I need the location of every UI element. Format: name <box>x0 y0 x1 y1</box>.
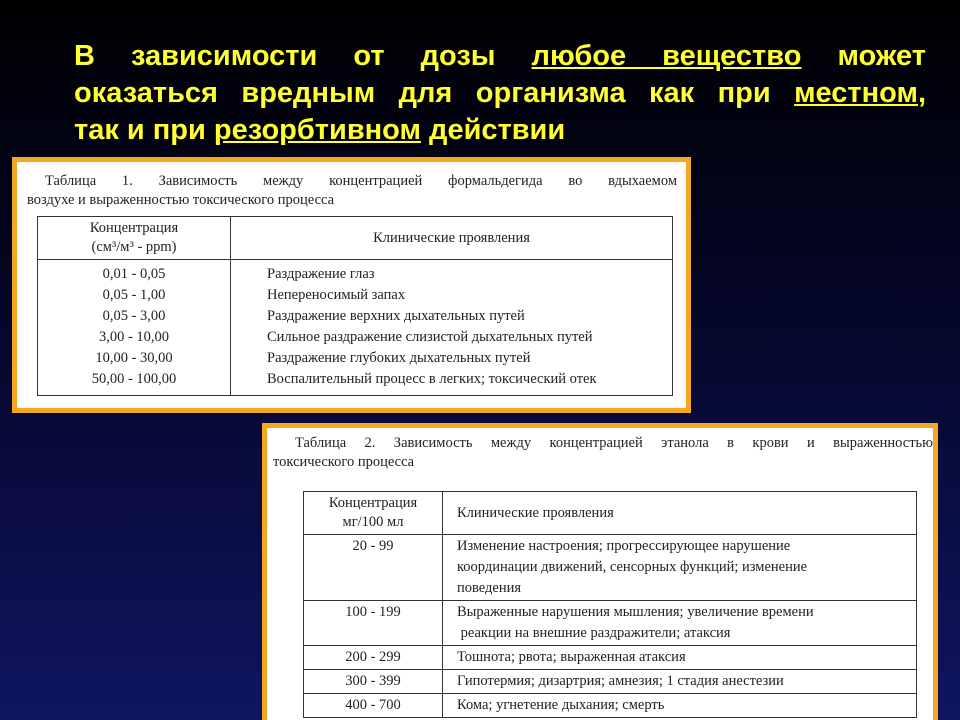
table2-manifestation <box>443 601 917 646</box>
table2-concentration: 400 - 700 <box>304 694 443 718</box>
table2-manifestation <box>443 535 917 601</box>
table2-manifestation-line: реакции на внешние раздражители; атаксия <box>457 625 731 641</box>
title-line-1: В зависимости от дозы любое вещество может <box>74 40 926 72</box>
table2-manifestation <box>443 646 917 670</box>
table2-concentration: 200 - 299 <box>304 646 443 670</box>
table2-manifestation-line: координации движений, сенсорных функций; изменение <box>457 559 808 575</box>
table2-row <box>304 670 917 694</box>
table1-body-row <box>38 260 673 396</box>
table1-clinical-cell <box>231 260 673 396</box>
table1-manifestation: Раздражение глубоких дыхательных путей <box>267 350 531 366</box>
table2-concentration: 100 - 199 <box>304 601 443 646</box>
table2-row <box>304 646 917 670</box>
table1-header-concentration: Концентрация (см³/м³ - ppm) <box>38 217 231 260</box>
underlined-term-resorptive: резорбтивном <box>213 114 421 146</box>
table1-caption: Таблица 1. Зависимость между концентрацией формальдегида во вдыхаемом воздухе и выраженностью токсического процесса <box>27 173 677 208</box>
table1-concentration-value: 0,01 - 0,05 <box>102 266 166 282</box>
underlined-term-local: местном <box>794 77 918 109</box>
title-line-2: оказаться вредным для организма как при местном, <box>74 77 927 109</box>
title-line-3: так и при резорбтивном действии <box>74 114 566 146</box>
table2-concentration: 300 - 399 <box>304 670 443 694</box>
table1-manifestation: Сильное раздражение слизистой дыхательных путей <box>267 329 593 345</box>
table1-header-clinical: Клинические проявления <box>231 217 673 260</box>
table1-header-row <box>38 217 673 260</box>
table2-manifestation-line: Кома; угнетение дыхания; смерть <box>457 697 665 713</box>
table1-manifestation: Воспалительный процесс в легких; токсический отек <box>267 371 597 387</box>
table2-manifestation-line: Тошнота; рвота; выраженная атаксия <box>457 649 686 665</box>
table2-manifestation-line: Выраженные нарушения мышления; увеличение времени <box>457 604 814 620</box>
table2-manifestation-line: поведения <box>457 580 522 596</box>
table2-concentration: 20 - 99 <box>304 535 443 601</box>
table2-row <box>304 601 917 646</box>
table2-manifestation <box>443 694 917 718</box>
table2-manifestation-line: Гипотермия; дизартрия; амнезия; 1 стадия анестезии <box>457 673 784 689</box>
table1-concentration-cell <box>38 260 231 396</box>
table2-header-concentration: Концентрация мг/100 мл <box>304 492 443 535</box>
ethanol-table-card <box>262 423 938 720</box>
table2-caption: Таблица 2. Зависимость между концентрацией этанола в крови и выраженностью токсического процесса <box>273 435 933 470</box>
table2-manifestation-line: Изменение настроения; прогрессирующее нарушение <box>457 538 791 554</box>
table2-row <box>304 694 917 718</box>
table1-manifestation: Раздражение глаз <box>267 266 375 282</box>
table1-concentration-value: 10,00 - 30,00 <box>95 350 173 366</box>
formaldehyde-table-card <box>12 157 691 413</box>
table2-header-clinical: Клинические проявления <box>443 492 917 535</box>
underlined-term-any-substance: любое вещество <box>531 40 802 72</box>
formaldehyde-table <box>37 216 673 396</box>
table1-concentration-value: 50,00 - 100,00 <box>91 371 177 387</box>
table1-concentration-value: 0,05 - 1,00 <box>102 287 166 303</box>
ethanol-table <box>303 491 917 718</box>
table1-concentration-value: 0,05 - 3,00 <box>102 308 166 324</box>
table1-concentration-value: 3,00 - 10,00 <box>98 329 170 345</box>
table2-manifestation <box>443 670 917 694</box>
table1-manifestation: Раздражение верхних дыхательных путей <box>267 308 525 324</box>
table2-row <box>304 535 917 601</box>
table2-header-row <box>304 492 917 535</box>
table1-manifestation: Непереносимый запах <box>267 287 406 303</box>
slide-title <box>74 38 926 149</box>
